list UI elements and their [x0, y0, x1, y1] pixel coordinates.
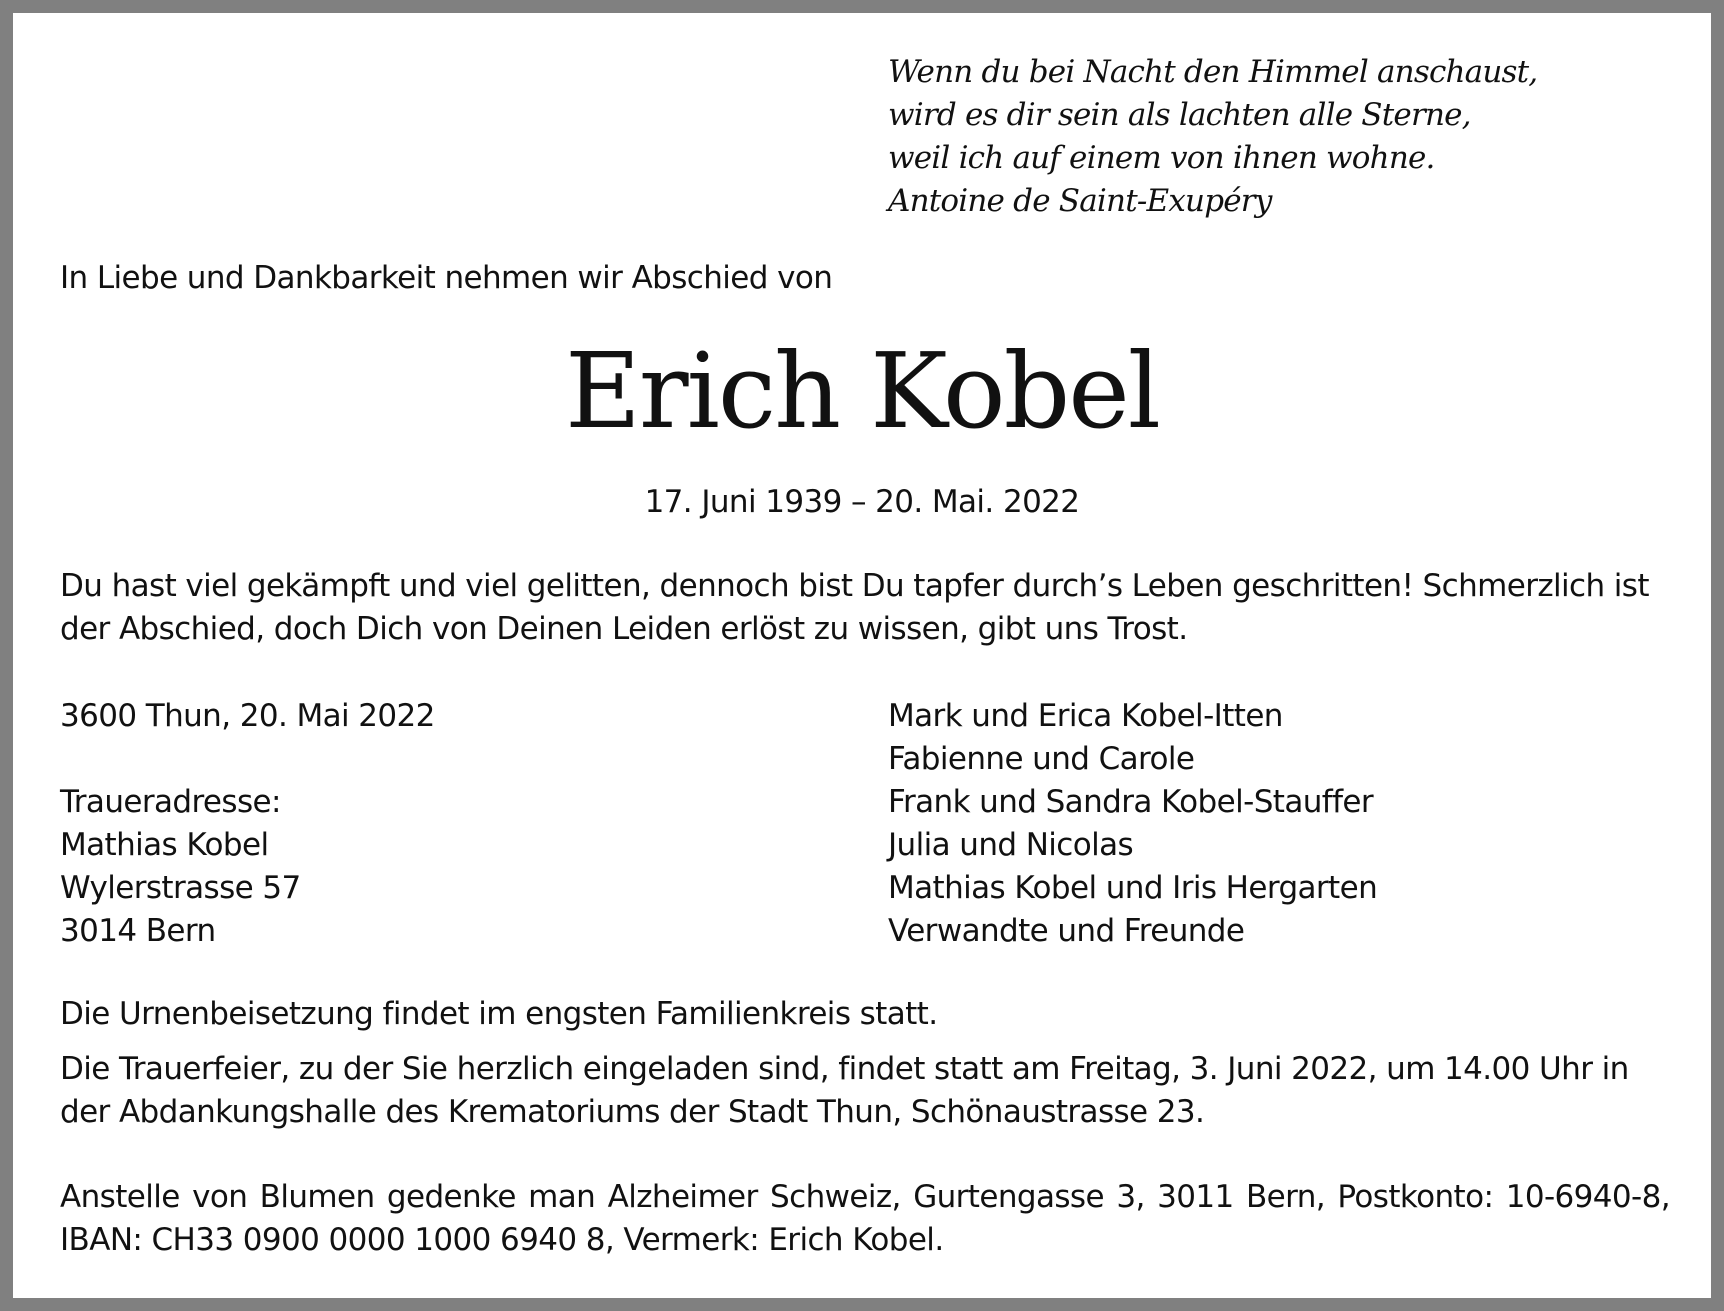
mourning-address [60, 781, 301, 953]
obituary-notice [13, 13, 1711, 1298]
life-dates: 17. Juni 1939 – 20. Mai. 2022 [644, 484, 1080, 520]
quote-line: wird es dir sein als lachten alle Sterne, [888, 97, 1471, 133]
ceremony-paragraph: Die Trauerfeier, zu der Sie herzlich eingeladen sind, findet statt am Freitag, 3. Juni 2022, um 14.00 Uhr in der Abdankungshalle des Krematoriums der Stadt Thun, Schönaustrasse 23. [60, 1051, 1629, 1130]
quote-line: Wenn du bei Nacht den Himmel anschaust, [888, 54, 1538, 90]
quote-line: weil ich auf einem von ihnen wohne. [888, 140, 1435, 176]
deceased-name: Erich Kobel [564, 330, 1160, 452]
family-member: Mathias Kobel und Iris Hergarten [888, 870, 1378, 906]
family-member: Fabienne und Carole [888, 741, 1195, 777]
place-and-date: 3600 Thun, 20. Mai 2022 [60, 698, 435, 734]
family-member: Frank und Sandra Kobel-Stauffer [888, 784, 1374, 820]
family-list [888, 695, 1377, 953]
family-member: Mark und Erica Kobel-Itten [888, 698, 1283, 734]
family-member: Verwandte und Freunde [888, 913, 1245, 949]
quote-block [888, 51, 1537, 223]
quote-author: Antoine de Saint-Exupéry [888, 183, 1272, 219]
address-line: Wylerstrasse 57 [60, 870, 301, 906]
intro-text: In Liebe und Dankbarkeit nehmen wir Abschied von [60, 260, 833, 296]
address-line: Mathias Kobel [60, 827, 269, 863]
family-member: Julia und Nicolas [888, 827, 1134, 863]
donation-paragraph: Anstelle von Blumen gedenke man Alzheimer Schweiz, Gurtengasse 3, 3011 Bern, Postkonto: 10-6940-8, IBAN: CH33 0900 0000 1000 6940 8, Vermerk: Erich Kobel. [60, 1179, 1670, 1258]
address-line: 3014 Bern [60, 913, 216, 949]
tribute-paragraph: Du hast viel gekämpft und viel gelitten, dennoch bist Du tapfer durch’s Leben geschritten! Schmerzlich ist der Abschied, doch Dich von Deinen Leiden erlöst zu wissen, gibt uns Trost. [60, 568, 1649, 647]
address-label: Traueradresse: [60, 784, 281, 820]
burial-note: Die Urnenbeisetzung findet im engsten Familienkreis statt. [60, 996, 938, 1032]
